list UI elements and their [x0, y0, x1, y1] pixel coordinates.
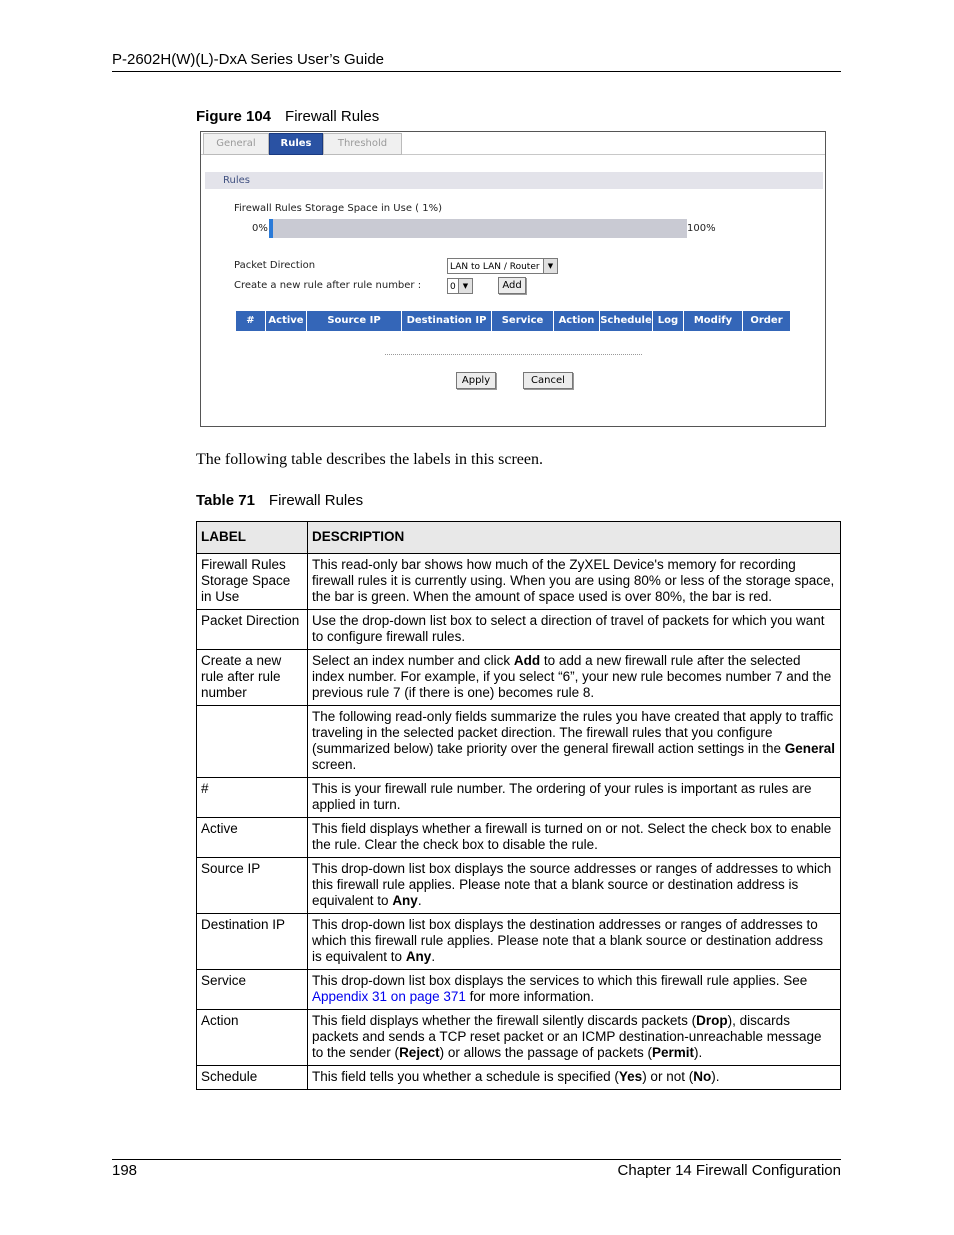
screenshot-frame: [200, 131, 826, 427]
row-label: Firewall Rules Storage Space in Use: [197, 554, 308, 610]
running-header: P-2602H(W)(L)-DxA Series User’s Guide: [112, 51, 385, 68]
desc-text: ).: [693, 1045, 703, 1060]
row-description: This read-only bar shows how much of the ZyXEL Device's memory for recording firewall rules it is currently using. When you are using 80% or less of the storage space, the bar is green. When the amount of space used is over 80%, the bar is red.: [308, 554, 841, 610]
figure-title: Firewall Rules: [285, 108, 380, 125]
bar-max-label: 100%: [687, 223, 716, 234]
desc-bold: Any: [392, 893, 418, 908]
create-rule-label: Create a new rule after rule number :: [234, 280, 422, 291]
column-header-modify: Modify: [684, 311, 743, 331]
desc-text: This drop-down list box displays the services to which this firewall rule applies. See: [312, 973, 808, 988]
desc-bold: No: [693, 1069, 712, 1084]
desc-text: The following read-only fields summarize the rules you have created that apply to traffic traveling in the selected packet direction. The firewall rules that you configure (summarized below) take priority over the general firewall action settings in the: [312, 709, 834, 756]
table-row: [197, 650, 841, 706]
header-label: LABEL: [197, 522, 308, 554]
rule-number-value: 0: [450, 282, 456, 292]
column-header-action: Action: [554, 311, 600, 331]
desc-text: ) or not (: [642, 1069, 694, 1084]
desc-text: to add a new firewall rule after the selected index number. For example, if you select “6”, your new rule becomes number 7 and the previous rule 7 (if there is one) becomes rule 8.: [312, 653, 832, 700]
intro-paragraph: The following table describes the labels in this screen.: [196, 451, 544, 468]
row-label: Create a new rule after rule number: [197, 650, 308, 706]
row-label: Active: [197, 818, 308, 858]
table-title: Firewall Rules: [268, 492, 364, 509]
header-rule: [112, 71, 841, 72]
desc-text: .: [431, 949, 436, 964]
desc-bold: Add: [513, 653, 541, 668]
desc-bold: General: [784, 741, 835, 756]
table-row: [197, 858, 841, 914]
packet-direction-value: LAN to LAN / Router: [450, 262, 540, 272]
table-row: [197, 914, 841, 970]
desc-text: for more information.: [465, 989, 595, 1004]
tab-bar: [201, 132, 825, 155]
row-label: Packet Direction: [197, 610, 308, 650]
row-description: [308, 858, 841, 914]
footer-rule: [112, 1159, 841, 1160]
column-header-order: Order: [743, 311, 791, 331]
figure-number: Figure 104: [196, 108, 272, 125]
desc-bold: Reject: [399, 1045, 440, 1060]
chevron-down-icon: ▼: [458, 279, 472, 293]
rule-number-select[interactable]: [447, 278, 473, 294]
row-label: Action: [197, 1010, 308, 1066]
table-caption: [196, 492, 363, 509]
chapter-title: Chapter 14 Firewall Configuration: [617, 1162, 841, 1179]
storage-label: Firewall Rules Storage Space in Use ( 1%): [234, 203, 443, 214]
column-header-number: #: [236, 311, 266, 331]
row-description: [308, 650, 841, 706]
row-label: Destination IP: [197, 914, 308, 970]
column-header-destination-ip: Destination IP: [402, 311, 492, 331]
row-label: #: [197, 778, 308, 818]
row-label: Schedule: [197, 1066, 308, 1090]
tab-rules[interactable]: Rules: [269, 133, 323, 155]
page-number: 198: [112, 1162, 138, 1179]
packet-direction-label: Packet Direction: [234, 260, 316, 271]
row-description: [308, 914, 841, 970]
row-description: This is your firewall rule number. The ordering of your rules is important as rules are applied in turn.: [308, 778, 841, 818]
column-header-schedule: Schedule: [600, 311, 653, 331]
desc-text: This drop-down list box displays the destination addresses or ranges of addresses to which this firewall rule applies. Please note that a blank source or destination address is equivalent to: [312, 917, 824, 964]
row-description: [308, 970, 841, 1010]
chevron-down-icon: ▼: [543, 259, 557, 273]
desc-bold: Yes: [618, 1069, 643, 1084]
storage-usage-bar: [269, 219, 687, 238]
storage-usage-fill: [269, 219, 273, 238]
table-row: [197, 554, 841, 610]
appendix-link[interactable]: Appendix 31 on page 371: [312, 989, 466, 1004]
desc-bold: Drop: [696, 1013, 728, 1028]
row-description: [308, 1010, 841, 1066]
row-description: [308, 706, 841, 778]
row-description: This field displays whether a firewall is turned on or not. Select the check box to enable the rule. Clear the check box to disable the rule.: [308, 818, 841, 858]
bar-min-label: 0%: [252, 223, 268, 234]
tab-general[interactable]: General: [203, 133, 269, 155]
desc-bold: Permit: [651, 1045, 694, 1060]
table-row: [197, 778, 841, 818]
table-row: [197, 970, 841, 1010]
desc-text: screen.: [312, 757, 357, 772]
figure-caption: [196, 108, 379, 125]
add-button[interactable]: Add: [498, 277, 526, 294]
row-label: Service: [197, 970, 308, 1010]
cancel-button[interactable]: Cancel: [523, 372, 573, 389]
desc-bold: Any: [405, 949, 432, 964]
table-header-row: [197, 522, 841, 554]
tab-threshold[interactable]: Threshold: [323, 133, 402, 155]
desc-text: Select an index number and click: [312, 653, 514, 668]
row-label: [197, 706, 308, 778]
packet-direction-select[interactable]: [447, 258, 558, 274]
column-header-log: Log: [653, 311, 684, 331]
label-description-table: [196, 521, 841, 1090]
column-header-active: Active: [266, 311, 307, 331]
empty-rules-divider: [385, 354, 642, 355]
apply-button[interactable]: Apply: [456, 372, 496, 389]
column-header-service: Service: [492, 311, 554, 331]
header-description: DESCRIPTION: [308, 522, 841, 554]
desc-text: This field displays whether the firewall silently discards packets (: [312, 1013, 697, 1028]
table-row: [197, 818, 841, 858]
table-row: [197, 1066, 841, 1090]
desc-text: ), discards packets and sends a TCP reset packet or an ICMP destination-unreachable message to the sender (: [312, 1013, 822, 1060]
desc-text: ) or allows the passage of packets (: [439, 1045, 652, 1060]
table-row: [197, 610, 841, 650]
row-description: Use the drop-down list box to select a direction of travel of packets for which you want to configure firewall rules.: [308, 610, 841, 650]
section-title: Rules: [205, 172, 823, 189]
table-number: Table 71: [196, 492, 255, 509]
desc-text: This drop-down list box displays the source addresses or ranges of addresses to which this firewall rule applies. Please note that a blank source or destination address is equivalent to: [312, 861, 832, 908]
column-header-source-ip: Source IP: [307, 311, 402, 331]
table-row: [197, 706, 841, 778]
desc-text: .: [417, 893, 422, 908]
row-label: Source IP: [197, 858, 308, 914]
desc-text: ).: [711, 1069, 720, 1084]
row-description: [308, 1066, 841, 1090]
table-row: [197, 1010, 841, 1066]
desc-text: This field tells you whether a schedule is specified (: [312, 1069, 619, 1084]
